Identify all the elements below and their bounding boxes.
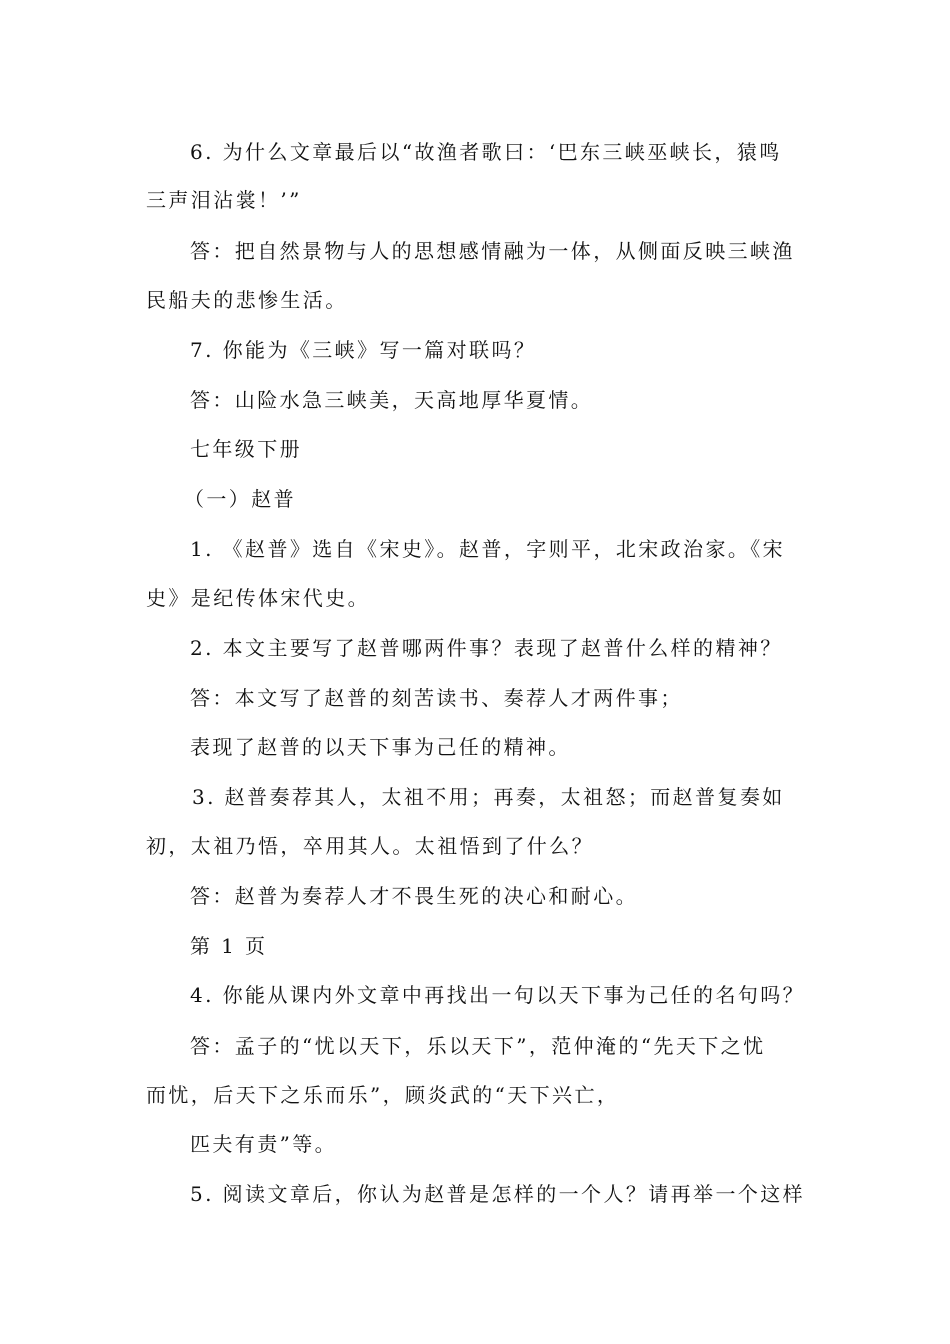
question-6-line-1: 6. 为什么文章最后以“故渔者歌曰：‘巴东三峡巫峡长，猿鸣 [190, 140, 782, 164]
answer-2-line-2: 表现了赵普的以天下事为己任的精神。 [190, 735, 571, 759]
answer-3: 答：赵普为奏荐人才不畏生死的决心和耐心。 [190, 884, 638, 908]
answer-6-line-2: 民船夫的悲惨生活。 [146, 288, 348, 312]
question-2: 2. 本文主要写了赵普哪两件事？表现了赵普什么样的精神？ [190, 636, 783, 660]
question-6-line-2: 三声泪沾裳！’” [146, 188, 302, 212]
answer-6-line-1: 答：把自然景物与人的思想感情融为一体，从侧面反映三峡渔 [190, 239, 795, 263]
answer-4-line-2: 而忧，后天下之乐而乐”，顾炎武的“天下兴亡， [146, 1083, 620, 1107]
item-1-line-1: 1. 《赵普》选自《宋史》。赵普，字则平，北宋政治家。《宋 [190, 537, 786, 561]
question-4: 4. 你能从课内外文章中再找出一句以天下事为己任的名句吗？ [190, 983, 806, 1007]
section-heading: 七年级下册 [190, 437, 302, 461]
question-5: 5. 阅读文章后，你认为赵普是怎样的一个人？请再举一个这样 [190, 1182, 806, 1206]
answer-4-line-3: 匹夫有责”等。 [190, 1132, 338, 1156]
page-number: 第 1 页 [190, 934, 268, 958]
answer-2-line-1: 答：本文写了赵普的刻苦读书、奏荐人才两件事； [190, 686, 683, 710]
answer-4-line-1: 答：孟子的“忧以天下，乐以天下”，范仲淹的“先天下之忧 [190, 1034, 766, 1058]
question-3-line-1: 3. 赵普奏荐其人，太祖不用；再奏，太祖怒；而赵普复奏如 [192, 785, 785, 809]
subsection-heading: （一）赵普 [184, 487, 296, 511]
answer-7: 答：山险水急三峡美，天高地厚华夏情。 [190, 388, 594, 412]
question-7: 7. 你能为《三峡》写一篇对联吗？ [190, 338, 537, 362]
question-3-line-2: 初，太祖乃悟，卒用其人。太祖悟到了什么？ [146, 834, 594, 858]
item-1-line-2: 史》是纪传体宋代史。 [146, 586, 370, 610]
